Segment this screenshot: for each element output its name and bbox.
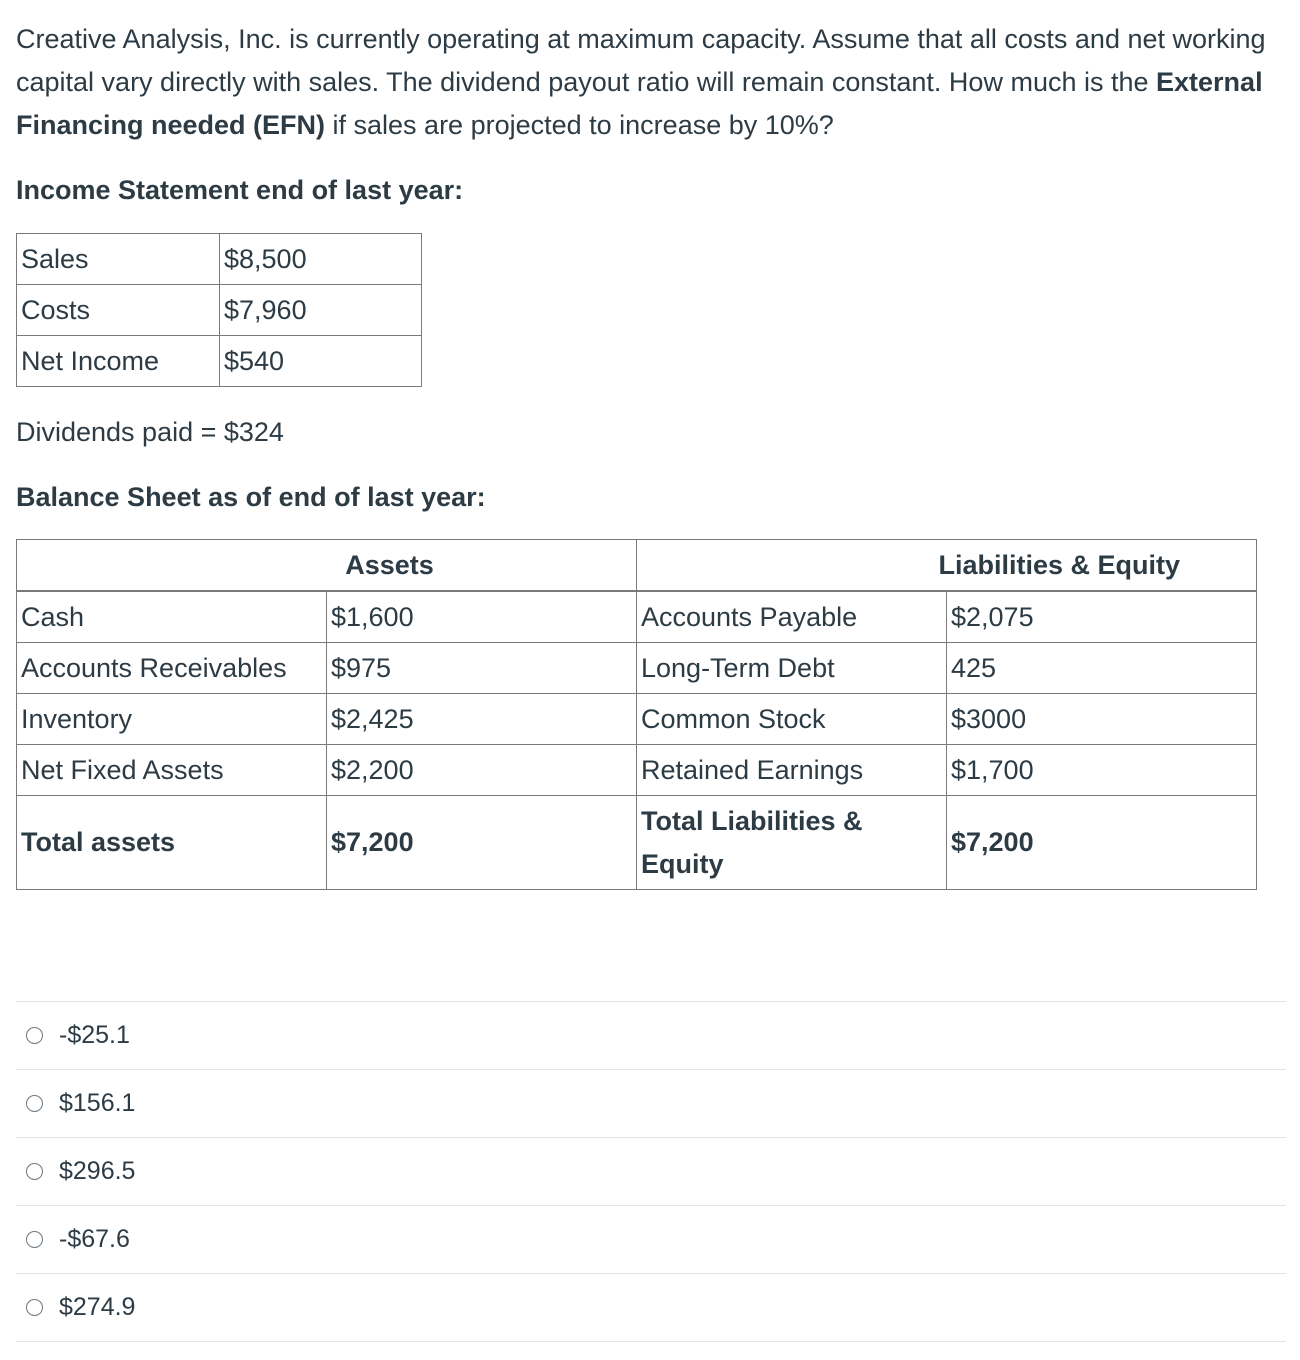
- total-liabilities-value: $7,200: [947, 796, 1257, 890]
- answer-choices: [16, 1001, 1286, 1342]
- answer-option[interactable]: [16, 1070, 1286, 1138]
- total-assets-label: Total assets: [17, 796, 327, 890]
- answer-label: $156.1: [59, 1089, 136, 1117]
- answer-label: $274.9: [59, 1293, 136, 1321]
- question-bold-term: External Financing needed (EFN): [16, 67, 1263, 140]
- dividends-paid: Dividends paid = $324: [16, 417, 284, 447]
- liability-label: Common Stock: [637, 694, 947, 745]
- liability-label: Accounts Payable: [637, 591, 947, 643]
- balance-sheet-heading: Balance Sheet as of end of last year:: [16, 482, 486, 512]
- liability-value: $1,700: [947, 745, 1257, 796]
- asset-label: Accounts Receivables: [17, 643, 327, 694]
- table-row: [17, 694, 1257, 745]
- table-row: [17, 336, 422, 387]
- income-value: $540: [220, 336, 422, 387]
- table-row: [17, 643, 1257, 694]
- income-value: $8,500: [220, 234, 422, 285]
- income-label: Net Income: [17, 336, 220, 387]
- question-part-2: if sales are projected to increase by 10%?: [325, 110, 834, 140]
- table-row: [17, 234, 422, 285]
- question-part-1: Creative Analysis, Inc. is currently operating at maximum capacity. Assume that all costs and net working capital vary directly with sales. The dividend payout ratio will remain constant. How much is the: [16, 24, 1266, 97]
- asset-value: $2,200: [327, 745, 637, 796]
- total-row: [17, 796, 1257, 890]
- table-header-row: [17, 540, 1257, 592]
- asset-value: $2,425: [327, 694, 637, 745]
- asset-label: Net Fixed Assets: [17, 745, 327, 796]
- income-statement-heading: Income Statement end of last year:: [16, 175, 464, 205]
- radio-button[interactable]: [26, 1095, 43, 1112]
- answer-label: -$25.1: [59, 1021, 130, 1049]
- asset-value: $1,600: [327, 591, 637, 643]
- assets-header: Assets: [17, 540, 637, 592]
- answer-option[interactable]: [16, 1138, 1286, 1206]
- liabilities-header: Liabilities & Equity: [637, 540, 1257, 592]
- answer-option[interactable]: [16, 1002, 1286, 1070]
- liability-label: Retained Earnings: [637, 745, 947, 796]
- liability-value: $2,075: [947, 591, 1257, 643]
- income-label: Costs: [17, 285, 220, 336]
- balance-sheet-table: [16, 539, 1257, 890]
- asset-label: Inventory: [17, 694, 327, 745]
- liability-label: Long-Term Debt: [637, 643, 947, 694]
- total-liabilities-label: Total Liabilities & Equity: [637, 796, 947, 890]
- table-row: [17, 591, 1257, 643]
- question-text: [16, 18, 1286, 147]
- radio-button[interactable]: [26, 1231, 43, 1248]
- radio-button[interactable]: [26, 1027, 43, 1044]
- answer-option[interactable]: [16, 1274, 1286, 1342]
- total-assets-value: $7,200: [327, 796, 637, 890]
- asset-label: Cash: [17, 591, 327, 643]
- asset-value: $975: [327, 643, 637, 694]
- answer-label: -$67.6: [59, 1225, 130, 1253]
- income-statement-table: [16, 233, 422, 387]
- liability-value: 425: [947, 643, 1257, 694]
- liability-value: $3000: [947, 694, 1257, 745]
- answer-label: $296.5: [59, 1157, 136, 1185]
- table-row: [17, 285, 422, 336]
- income-value: $7,960: [220, 285, 422, 336]
- income-label: Sales: [17, 234, 220, 285]
- radio-button[interactable]: [26, 1299, 43, 1316]
- answer-option[interactable]: [16, 1206, 1286, 1274]
- table-row: [17, 745, 1257, 796]
- radio-button[interactable]: [26, 1163, 43, 1180]
